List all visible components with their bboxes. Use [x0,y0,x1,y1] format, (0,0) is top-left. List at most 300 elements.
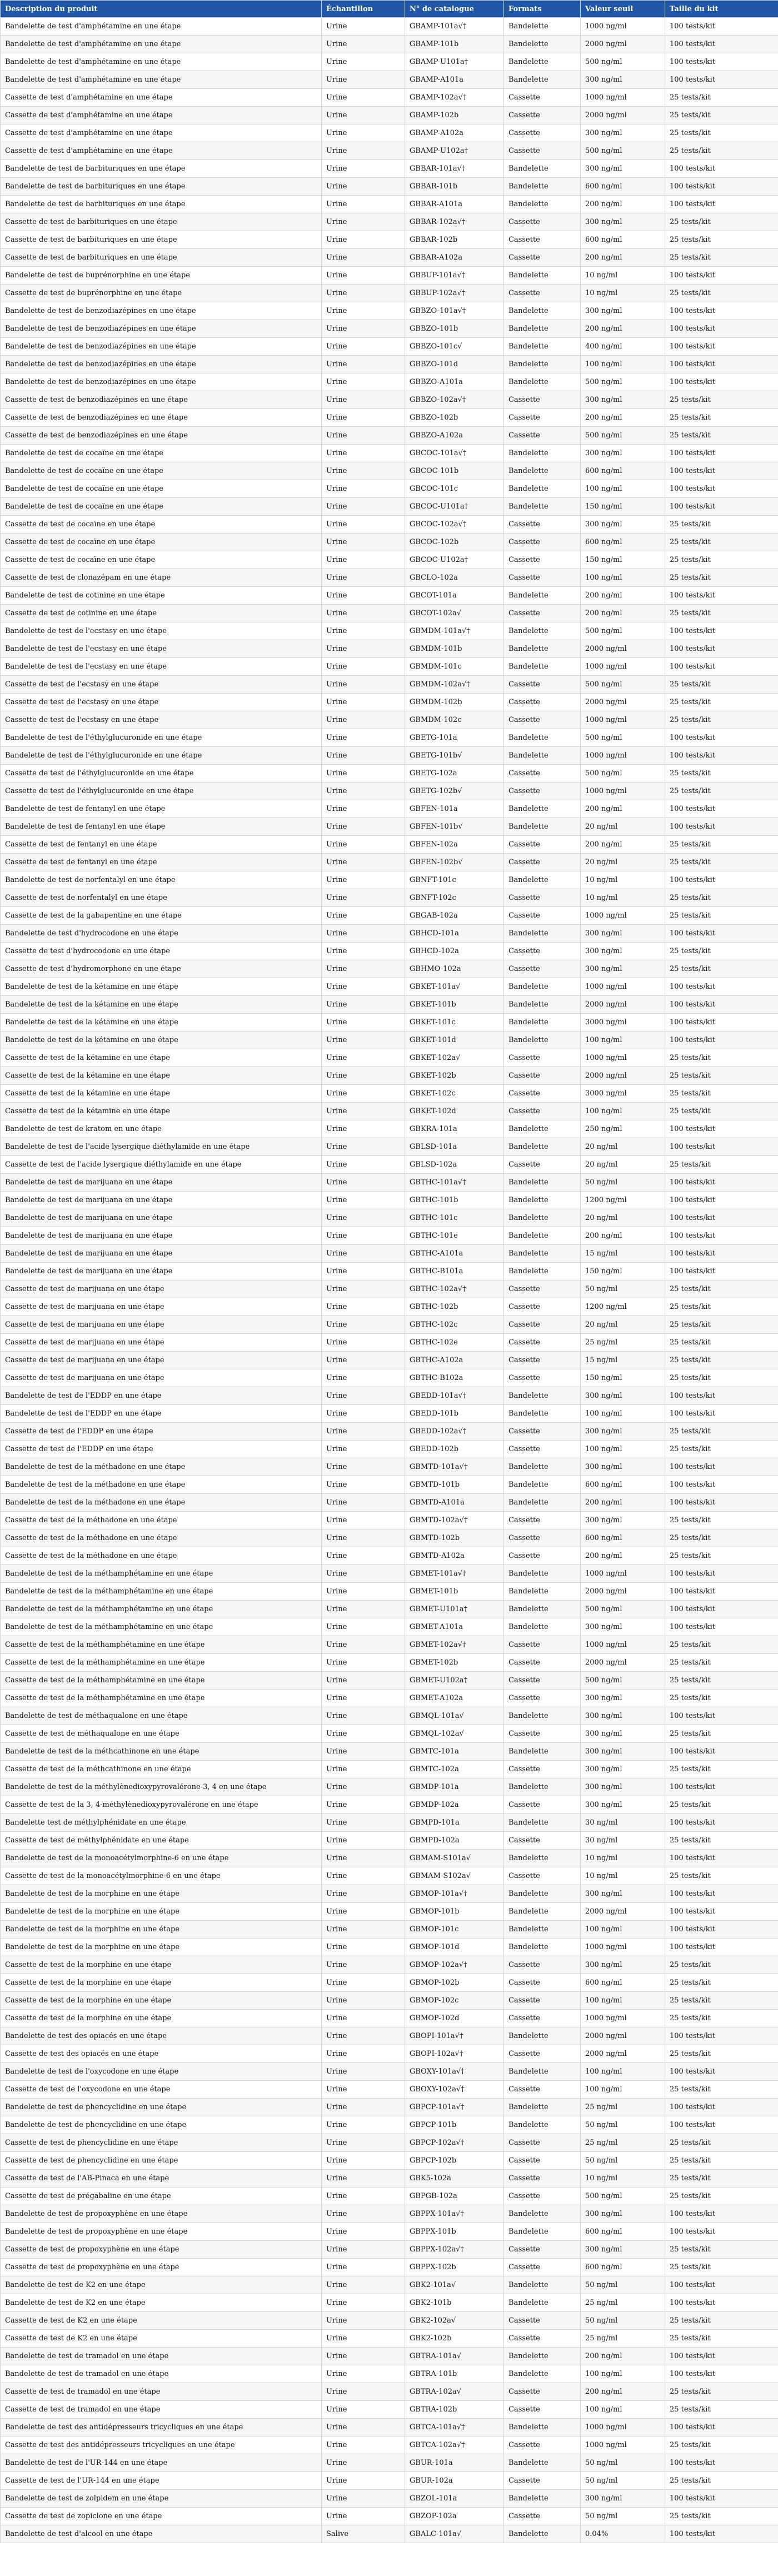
cell-sample: Urine [322,943,405,960]
cell-sample: Urine [322,1707,405,1725]
cell-format: Bandelette [504,445,581,462]
cell-kit-size: 100 tests/kit [665,1192,778,1209]
cell-cutoff: 500 ng/ml [581,427,665,445]
cell-format: Bandelette [504,1227,581,1245]
cell-cutoff: 50 ng/ml [581,1174,665,1192]
cell-sample: Urine [322,587,405,605]
cell-kit-size: 25 tests/kit [665,2170,778,2188]
cell-catalog-number: GBTCA-101a√† [405,2419,504,2437]
table-row [1,2419,778,2437]
cell-kit-size: 100 tests/kit [665,356,778,373]
cell-description: Cassette de test de la kétamine en une étape [1,1085,322,1103]
cell-catalog-number: GBKET-101d [405,1032,504,1049]
table-row [1,1850,778,1867]
table-row [1,2134,778,2152]
cell-description: Bandelette de test de cocaïne en une étape [1,480,322,498]
cell-description: Cassette de test de méthylphénidate en une étape [1,1832,322,1850]
cell-format: Bandelette [504,1209,581,1227]
cell-kit-size: 100 tests/kit [665,1263,778,1280]
cell-catalog-number: GBKRA-101a [405,1120,504,1138]
table-row [1,569,778,587]
cell-kit-size: 25 tests/kit [665,1280,778,1298]
cell-cutoff: 200 ng/ml [581,2383,665,2401]
cell-format: Bandelette [504,267,581,285]
cell-format: Bandelette [504,818,581,836]
cell-description: Bandelette de test de la méthamphétamine en une étape [1,1618,322,1636]
cell-kit-size: 100 tests/kit [665,818,778,836]
table-row [1,107,778,124]
cell-cutoff: 1000 ng/ml [581,18,665,36]
table-row [1,1423,778,1441]
table-row [1,2383,778,2401]
cell-format: Bandelette [504,587,581,605]
table-row [1,2223,778,2241]
cell-sample: Urine [322,729,405,747]
cell-format: Cassette [504,1156,581,1174]
table-row [1,640,778,658]
cell-sample: Urine [322,1761,405,1778]
cell-kit-size: 100 tests/kit [665,178,778,196]
table-row [1,320,778,338]
cell-description: Bandelette de test de benzodiazépines en une étape [1,373,322,391]
cell-kit-size: 100 tests/kit [665,1120,778,1138]
cell-format: Cassette [504,1423,581,1441]
cell-sample: Urine [322,1565,405,1583]
cell-format: Bandelette [504,160,581,178]
cell-format: Bandelette [504,871,581,889]
cell-sample: Urine [322,2490,405,2508]
cell-format: Cassette [504,213,581,231]
cell-cutoff: 150 ng/ml [581,498,665,516]
cell-kit-size: 25 tests/kit [665,1298,778,1316]
cell-cutoff: 1000 ng/ml [581,978,665,996]
cell-kit-size: 25 tests/kit [665,391,778,409]
table-row [1,302,778,320]
cell-sample: Urine [322,267,405,285]
cell-format: Cassette [504,2152,581,2170]
cell-sample: Urine [322,2365,405,2383]
table-row [1,2401,778,2419]
cell-description: Bandelette de test de K2 en une étape [1,2276,322,2294]
cell-catalog-number: GBK5-102a [405,2170,504,2188]
cell-cutoff: 2000 ng/ml [581,36,665,53]
cell-sample: Urine [322,2348,405,2365]
cell-format: Bandelette [504,925,581,943]
cell-description: Bandelette de test de la morphine en une étape [1,1921,322,1939]
cell-catalog-number: GBMOP-101d [405,1939,504,1956]
cell-description: Bandelette de test de marijuana en une étape [1,1245,322,1263]
table-row [1,1974,778,1992]
cell-format: Cassette [504,1352,581,1369]
cell-catalog-number: GBCOC-102b [405,534,504,551]
table-row [1,2437,778,2454]
cell-kit-size: 100 tests/kit [665,53,778,71]
cell-format: Cassette [504,1796,581,1814]
cell-description: Bandelette de test de marijuana en une étape [1,1174,322,1192]
cell-cutoff: 50 ng/ml [581,2454,665,2472]
cell-kit-size: 25 tests/kit [665,2241,778,2259]
cell-kit-size: 100 tests/kit [665,1227,778,1245]
cell-format: Cassette [504,142,581,160]
cell-kit-size: 100 tests/kit [665,196,778,213]
cell-description: Bandelette de test de fentanyl en une étape [1,818,322,836]
cell-catalog-number: GBPPX-102a√† [405,2241,504,2259]
table-row [1,1476,778,1494]
header-format: Formats [504,1,581,18]
table-row [1,2525,778,2543]
cell-cutoff: 1000 ng/ml [581,658,665,676]
cell-description: Cassette de test de tramadol en une étape [1,2383,322,2401]
cell-cutoff: 300 ng/ml [581,1956,665,1974]
cell-catalog-number: GBETG-101b√ [405,747,504,765]
table-row [1,480,778,498]
cell-sample: Urine [322,640,405,658]
cell-description: Cassette de test de propoxyphène en une étape [1,2241,322,2259]
cell-catalog-number: GBMOP-102b [405,1974,504,1992]
cell-description: Bandelette de test de l'éthylglucuronide en une étape [1,747,322,765]
table-row [1,2330,778,2348]
cell-cutoff: 300 ng/ml [581,1885,665,1903]
cell-format: Bandelette [504,196,581,213]
cell-sample: Urine [322,800,405,818]
cell-cutoff: 2000 ng/ml [581,1654,665,1672]
cell-cutoff: 600 ng/ml [581,1476,665,1494]
cell-cutoff: 300 ng/ml [581,925,665,943]
cell-cutoff: 15 ng/ml [581,1352,665,1369]
cell-catalog-number: GBTHC-101e [405,1227,504,1245]
cell-kit-size: 25 tests/kit [665,2010,778,2027]
table-row [1,462,778,480]
cell-cutoff: 2000 ng/ml [581,1903,665,1921]
cell-description: Cassette de test d'amphétamine en une étape [1,142,322,160]
cell-description: Cassette de test de benzodiazépines en une étape [1,427,322,445]
cell-catalog-number: GBPGB-102a [405,2188,504,2205]
cell-description: Cassette de test de clonazépam en une étape [1,569,322,587]
cell-format: Bandelette [504,18,581,36]
cell-cutoff: 500 ng/ml [581,676,665,694]
table-row [1,925,778,943]
cell-cutoff: 100 ng/ml [581,1992,665,2010]
table-row [1,160,778,178]
cell-description: Cassette de test de la morphine en une étape [1,2010,322,2027]
cell-sample: Urine [322,925,405,943]
cell-cutoff: 200 ng/ml [581,2348,665,2365]
cell-catalog-number: GBCOT-101a [405,587,504,605]
table-row [1,1761,778,1778]
cell-format: Bandelette [504,658,581,676]
cell-kit-size: 100 tests/kit [665,1743,778,1761]
cell-kit-size: 100 tests/kit [665,1138,778,1156]
table-row [1,1832,778,1850]
table-row [1,854,778,871]
cell-kit-size: 25 tests/kit [665,1725,778,1743]
cell-kit-size: 25 tests/kit [665,1547,778,1565]
cell-sample: Urine [322,2099,405,2116]
cell-cutoff: 30 ng/ml [581,1814,665,1832]
cell-sample: Urine [322,2312,405,2330]
cell-kit-size: 25 tests/kit [665,2330,778,2348]
cell-kit-size: 100 tests/kit [665,1565,778,1583]
cell-sample: Urine [322,1174,405,1192]
cell-format: Cassette [504,2312,581,2330]
cell-cutoff: 300 ng/ml [581,160,665,178]
cell-description: Bandelette de test de marijuana en une étape [1,1192,322,1209]
cell-kit-size: 100 tests/kit [665,1174,778,1192]
cell-format: Bandelette [504,729,581,747]
cell-format: Bandelette [504,498,581,516]
cell-description: Bandelette de test de benzodiazépines en une étape [1,320,322,338]
cell-kit-size: 25 tests/kit [665,107,778,124]
table-body [1,18,778,2543]
cell-cutoff: 50 ng/ml [581,2116,665,2134]
cell-catalog-number: GBPCP-102a√† [405,2134,504,2152]
cell-format: Cassette [504,2437,581,2454]
cell-sample: Urine [322,409,405,427]
cell-catalog-number: GBTRA-102b [405,2401,504,2419]
cell-description: Bandelette de test de la méthcathinone en une étape [1,1743,322,1761]
cell-description: Cassette de test de l'acide lysergique diéthylamide en une étape [1,1156,322,1174]
cell-cutoff: 3000 ng/ml [581,1085,665,1103]
cell-sample: Urine [322,107,405,124]
cell-format: Bandelette [504,1138,581,1156]
cell-kit-size: 100 tests/kit [665,1476,778,1494]
table-row [1,2010,778,2027]
cell-description: Cassette de test de la méthcathinone en une étape [1,1761,322,1778]
table-row [1,1956,778,1974]
cell-description: Bandelette de test des opiacés en une étape [1,2027,322,2045]
cell-catalog-number: GBHMO-102a [405,960,504,978]
cell-description: Bandelette de test de benzodiazépines en une étape [1,338,322,356]
cell-description: Bandelette de test de la méthadone en une étape [1,1494,322,1512]
cell-description: Bandelette de test de K2 en une étape [1,2294,322,2312]
cell-description: Cassette de test de la kétamine en une étape [1,1067,322,1085]
cell-catalog-number: GBMET-A101a [405,1618,504,1636]
table-row [1,2312,778,2330]
cell-format: Bandelette [504,1174,581,1192]
table-row [1,783,778,800]
cell-catalog-number: GBPCP-102b [405,2152,504,2170]
cell-catalog-number: GBTHC-B102a [405,1369,504,1387]
cell-description: Cassette de test de benzodiazépines en une étape [1,409,322,427]
cell-kit-size: 25 tests/kit [665,1512,778,1529]
cell-format: Cassette [504,1441,581,1458]
cell-cutoff: 200 ng/ml [581,1494,665,1512]
cell-catalog-number: GBALC-101a√ [405,2525,504,2543]
cell-cutoff: 20 ng/ml [581,1316,665,1334]
cell-sample: Urine [322,124,405,142]
cell-description: Bandelette de test de l'oxycodone en une étape [1,2063,322,2081]
cell-description: Cassette de test de fentanyl en une étape [1,836,322,854]
cell-format: Bandelette [504,178,581,196]
cell-kit-size: 100 tests/kit [665,462,778,480]
table-row [1,356,778,373]
cell-format: Cassette [504,605,581,622]
table-row [1,1778,778,1796]
cell-catalog-number: GBK2-101b [405,2294,504,2312]
table-row [1,1939,778,1956]
cell-format: Cassette [504,1867,581,1885]
cell-catalog-number: GBFEN-101b√ [405,818,504,836]
cell-cutoff: 1000 ng/ml [581,1049,665,1067]
table-row [1,1174,778,1192]
cell-sample: Urine [322,1263,405,1280]
cell-kit-size: 25 tests/kit [665,1441,778,1458]
cell-catalog-number: GBUR-102a [405,2472,504,2490]
table-row [1,196,778,213]
cell-catalog-number: GBCOC-101c [405,480,504,498]
cell-catalog-number: GBMTD-102a√† [405,1512,504,1529]
table-row [1,142,778,160]
cell-cutoff: 300 ng/ml [581,1423,665,1441]
cell-format: Cassette [504,89,581,107]
cell-catalog-number: GBKET-101c [405,1014,504,1032]
cell-description: Cassette de test de marijuana en une étape [1,1369,322,1387]
header-sample: Échantillon [322,1,405,18]
cell-sample: Urine [322,1085,405,1103]
cell-cutoff: 100 ng/ml [581,356,665,373]
cell-sample: Urine [322,1227,405,1245]
cell-kit-size: 100 tests/kit [665,1387,778,1405]
cell-format: Bandelette [504,1885,581,1903]
cell-description: Bandelette de test de la méthadone en une étape [1,1476,322,1494]
cell-format: Cassette [504,676,581,694]
table-row [1,1458,778,1476]
cell-kit-size: 25 tests/kit [665,1067,778,1085]
table-row [1,996,778,1014]
cell-description: Cassette de test de l'AB-Pinaca en une étape [1,2170,322,2188]
cell-catalog-number: GBBAR-A102a [405,249,504,267]
cell-format: Bandelette [504,356,581,373]
cell-kit-size: 100 tests/kit [665,1583,778,1601]
cell-sample: Urine [322,2205,405,2223]
cell-description: Cassette de test de l'ecstasy en une étape [1,711,322,729]
cell-description: Cassette de test de barbituriques en une étape [1,213,322,231]
cell-description: Cassette de test d'hydrocodone en une étape [1,943,322,960]
cell-format: Bandelette [504,71,581,89]
cell-kit-size: 25 tests/kit [665,1796,778,1814]
cell-kit-size: 100 tests/kit [665,2294,778,2312]
cell-cutoff: 10 ng/ml [581,871,665,889]
cell-description: Cassette de test de propoxyphène en une étape [1,2259,322,2276]
cell-description: Bandelette de test de propoxyphène en une étape [1,2223,322,2241]
table-row [1,1298,778,1316]
cell-cutoff: 10 ng/ml [581,889,665,907]
table-row [1,1032,778,1049]
cell-cutoff: 300 ng/ml [581,1618,665,1636]
table-row [1,2276,778,2294]
cell-format: Cassette [504,1761,581,1778]
cell-cutoff: 600 ng/ml [581,462,665,480]
cell-catalog-number: GBMTD-A102a [405,1547,504,1565]
table-row [1,1441,778,1458]
cell-kit-size: 100 tests/kit [665,2027,778,2045]
cell-catalog-number: GBTHC-102e [405,1334,504,1352]
cell-sample: Urine [322,1885,405,1903]
cell-description: Cassette de test de l'EDDP en une étape [1,1441,322,1458]
cell-description: Bandelette de test d'alcool en une étape [1,2525,322,2543]
cell-cutoff: 300 ng/ml [581,445,665,462]
table-row [1,1903,778,1921]
cell-kit-size: 100 tests/kit [665,320,778,338]
cell-sample: Urine [322,178,405,196]
cell-catalog-number: GBAMP-U101a† [405,53,504,71]
cell-description: Bandelette de test des antidépresseurs tricycliques en une étape [1,2419,322,2437]
cell-description: Cassette de test de tramadol en une étape [1,2401,322,2419]
cell-description: Bandelette de test d'amphétamine en une étape [1,18,322,36]
cell-catalog-number: GBBZO-102b [405,409,504,427]
cell-description: Cassette de test de cotinine en une étape [1,605,322,622]
cell-cutoff: 25 ng/ml [581,2134,665,2152]
cell-kit-size: 25 tests/kit [665,516,778,534]
cell-description: Cassette de test de la méthadone en une étape [1,1529,322,1547]
cell-kit-size: 25 tests/kit [665,960,778,978]
cell-description: Bandelette de test de l'EDDP en une étape [1,1405,322,1423]
cell-sample: Urine [322,1316,405,1334]
cell-catalog-number: GBGAB-102a [405,907,504,925]
cell-sample: Urine [322,1743,405,1761]
cell-cutoff: 600 ng/ml [581,178,665,196]
cell-kit-size: 25 tests/kit [665,1156,778,1174]
cell-format: Cassette [504,2508,581,2525]
cell-format: Bandelette [504,1405,581,1423]
cell-format: Bandelette [504,53,581,71]
cell-sample: Urine [322,1867,405,1885]
cell-format: Bandelette [504,1032,581,1049]
cell-catalog-number: GBMQL-102a√ [405,1725,504,1743]
cell-catalog-number: GBMET-102b [405,1654,504,1672]
cell-format: Cassette [504,1654,581,1672]
cell-catalog-number: GBTHC-A101a [405,1245,504,1263]
cell-cutoff: 2000 ng/ml [581,1583,665,1601]
cell-catalog-number: GBMTD-101a√† [405,1458,504,1476]
cell-description: Bandelette de test de l'EDDP en une étape [1,1387,322,1405]
cell-catalog-number: GBMOP-102c [405,1992,504,2010]
cell-cutoff: 300 ng/ml [581,2205,665,2223]
table-row [1,2259,778,2276]
cell-catalog-number: GBMET-101b [405,1583,504,1601]
cell-format: Bandelette [504,2490,581,2508]
cell-sample: Urine [322,196,405,213]
cell-description: Cassette de test de l'ecstasy en une étape [1,694,322,711]
cell-description: Cassette de test de barbituriques en une étape [1,249,322,267]
cell-catalog-number: GBEDD-102b [405,1441,504,1458]
cell-format: Bandelette [504,1778,581,1796]
cell-catalog-number: GBTHC-101c [405,1209,504,1227]
cell-format: Bandelette [504,2276,581,2294]
cell-format: Cassette [504,427,581,445]
cell-description: Bandelette de test de phencyclidine en une étape [1,2099,322,2116]
cell-description: Cassette de test d'amphétamine en une étape [1,107,322,124]
cell-sample: Urine [322,18,405,36]
table-row [1,2508,778,2525]
cell-kit-size: 25 tests/kit [665,2472,778,2490]
cell-format: Cassette [504,2170,581,2188]
cell-description: Bandelette de test de la morphine en une étape [1,1939,322,1956]
cell-catalog-number: GBMDP-102a [405,1796,504,1814]
cell-format: Bandelette [504,338,581,356]
cell-catalog-number: GBAMP-A102a [405,124,504,142]
cell-sample: Urine [322,320,405,338]
cell-kit-size: 100 tests/kit [665,2116,778,2134]
cell-kit-size: 100 tests/kit [665,1618,778,1636]
cell-cutoff: 600 ng/ml [581,231,665,249]
cell-kit-size: 25 tests/kit [665,676,778,694]
cell-format: Bandelette [504,1601,581,1618]
cell-description: Bandelette de test de barbituriques en une étape [1,160,322,178]
cell-description: Cassette de test de K2 en une étape [1,2312,322,2330]
cell-description: Bandelette de test de barbituriques en une étape [1,178,322,196]
table-row [1,1405,778,1423]
